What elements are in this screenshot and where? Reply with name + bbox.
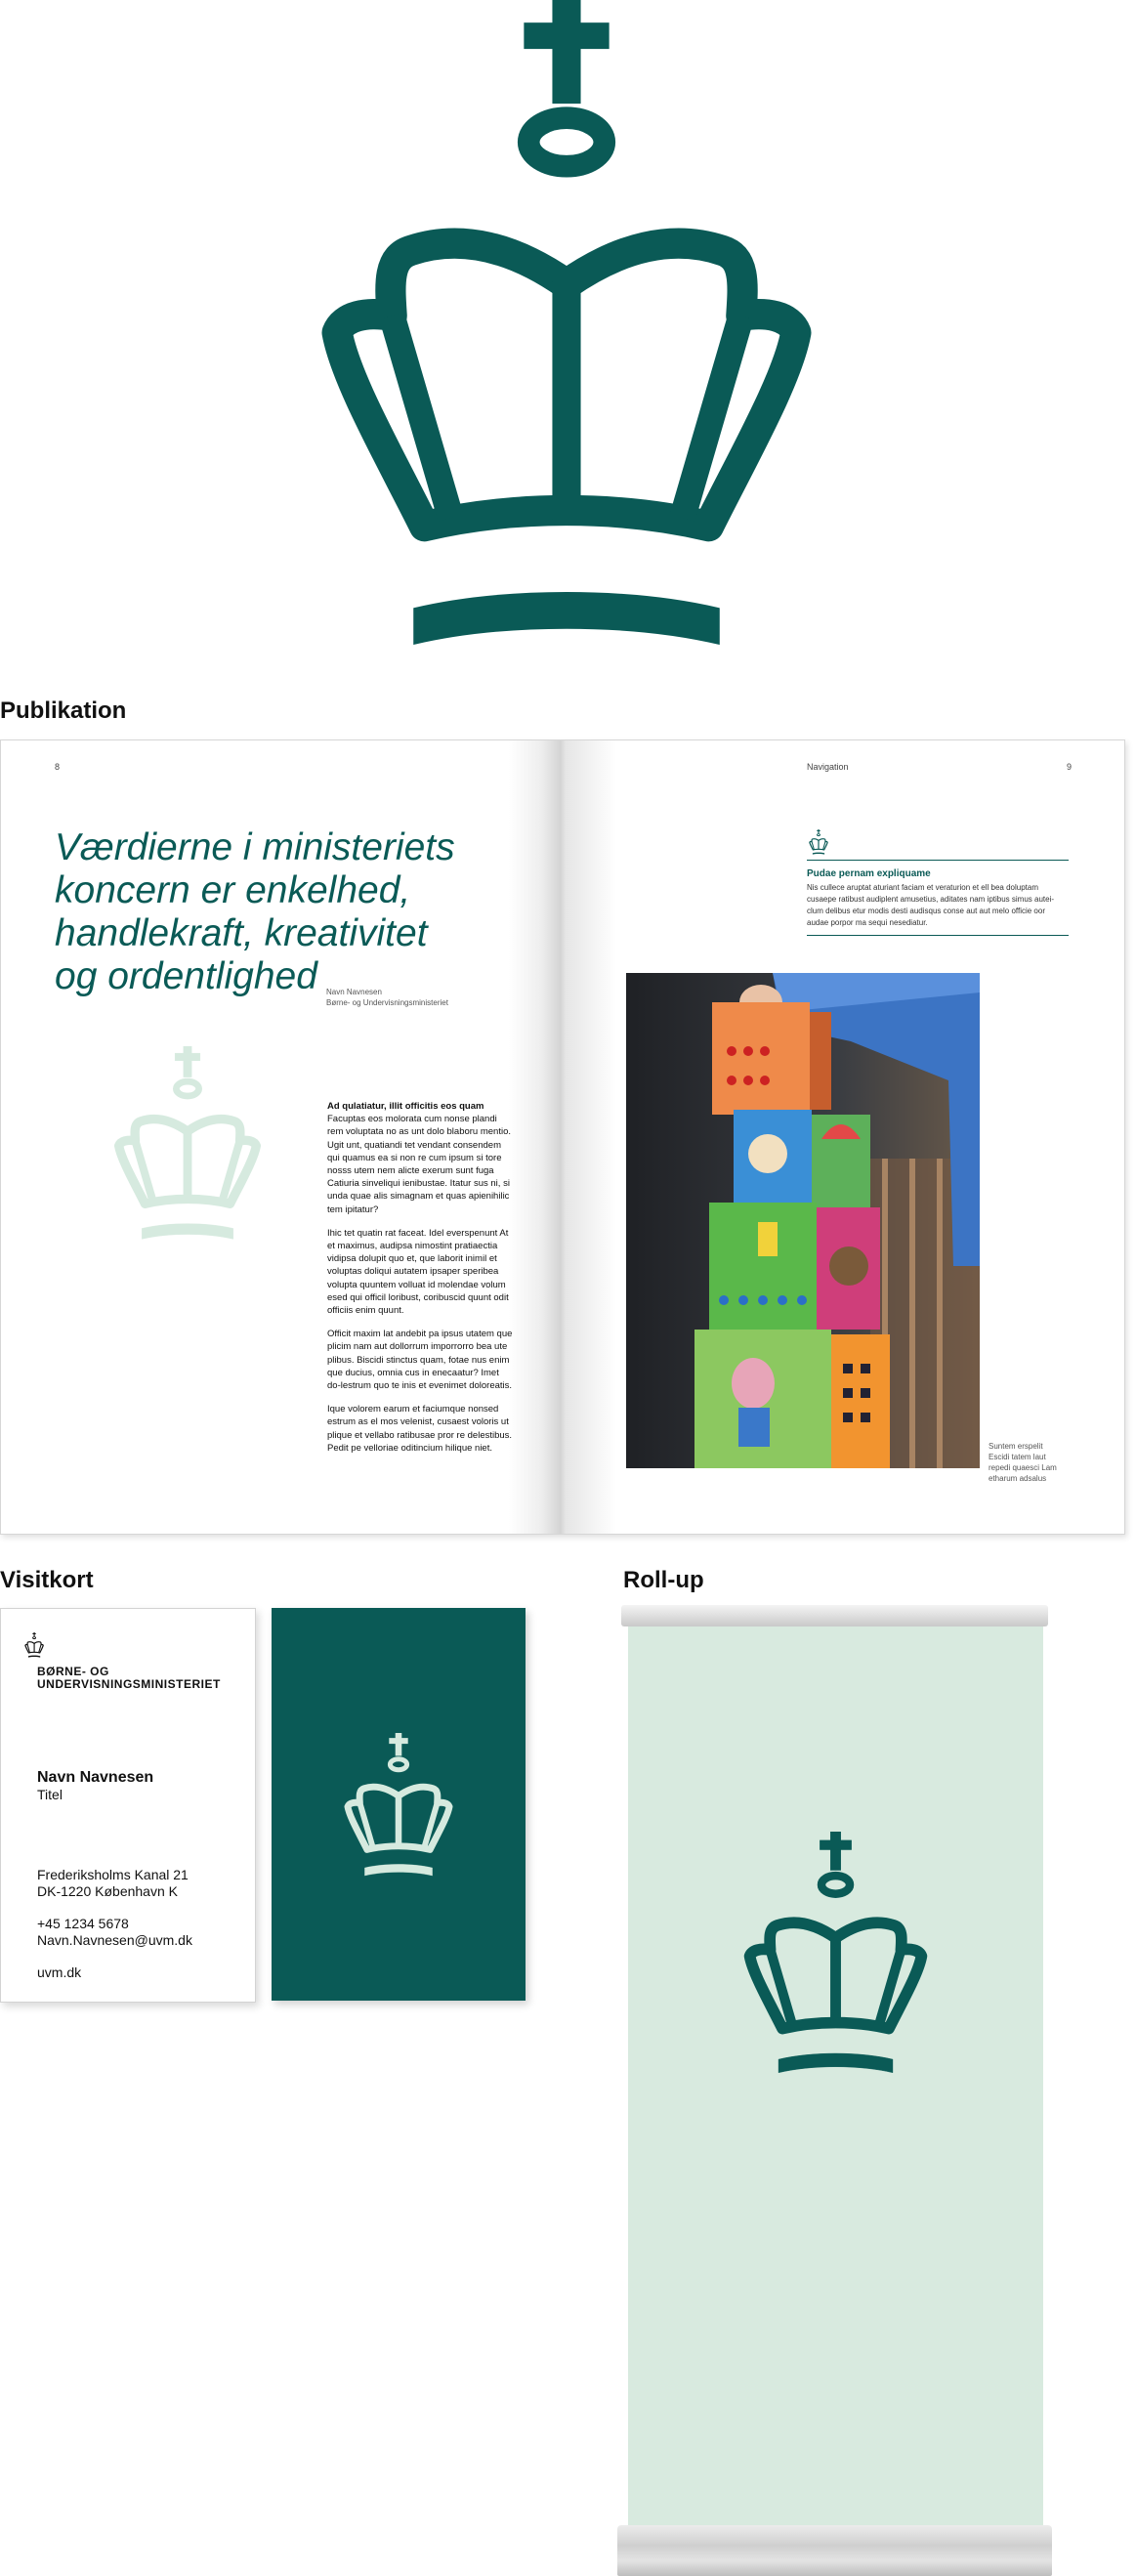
- heading-line: handlekraft, kreativitet: [55, 912, 428, 954]
- body-text: [327, 1100, 513, 1465]
- rollup-top-bar: [621, 1605, 1048, 1626]
- info-body: Nis cullece aruptat aturiant faciam et veraturion et ell bea doluptam cusaepe ratibust audiplent amusetius, aditates nam iptibus simus autei-clum delibus etur modis desti audisqus conse aut aut melo officie oor audae porpor ma sequi nesediatur.: [807, 883, 1055, 927]
- address-line: Frederiksholms Kanal 21: [37, 1867, 189, 1882]
- body-paragraph: Facuptas eos molorata cum nonse plandi rem voluptata no as unt dolo blaboru mentio. Ugit unt, quatiandi tet vendant consendem qui quamus ea si non re cum ipsum si tore nosss utem nem alicte exerum sunt fuga Catiuria sinveliqui ienibustae. Itatur sus ni, si unda quae alis simagnam et quas apienihilic tem ipitatur?: [327, 1114, 512, 1215]
- card-name: Navn Navnesen: [37, 1769, 154, 1786]
- address-line: DK-1220 København K: [37, 1883, 178, 1899]
- body-lead: Ad qulatiatur, illit officitis eos quam: [327, 1101, 484, 1112]
- photo-toy-blocks: [626, 973, 980, 1468]
- body-paragraph: Ique volorem earum et faciumque nonsed estrum as el mos velenist, cusaest voloris ut plique et vellabo ratibusae pror re delestibus. Pedit pe velloriae oditincium hilique niet.: [327, 1404, 513, 1454]
- info-title: Pudae pernam expliquame: [807, 868, 931, 879]
- card-crown-icon: [24, 1632, 56, 1658]
- card-address: [37, 1867, 189, 1900]
- business-card-front: [0, 1608, 256, 2003]
- page-number-right: 9: [1067, 762, 1073, 772]
- crown-logo: [191, 0, 942, 653]
- byline-org: Børne- og Undervisningsministeriet: [326, 998, 448, 1007]
- card-phone: +45 1234 5678: [37, 1916, 129, 1931]
- heading-line: koncern er enkelhed,: [55, 869, 411, 911]
- spread-gutter: [509, 740, 616, 1534]
- publication-spread: [0, 739, 1125, 1535]
- card-person: [37, 1769, 153, 1803]
- rollup-crown-icon: [711, 1832, 960, 2076]
- byline-name: Navn Navnesen: [326, 988, 382, 996]
- crown-icon: [191, 0, 942, 653]
- spread-heading: [55, 826, 475, 998]
- heading-line: Værdierne i ministeriets: [55, 826, 455, 868]
- info-box: [807, 860, 1069, 936]
- section-title-business-card: Visitkort: [0, 1567, 94, 1593]
- business-card-back: [272, 1608, 526, 2001]
- card-title: Titel: [37, 1787, 63, 1802]
- rollup-base: [617, 2525, 1052, 2576]
- small-crown-icon: [807, 829, 830, 855]
- card-back-crown-icon: [325, 1733, 472, 1878]
- card-contact: [37, 1916, 192, 1949]
- card-email: Navn.Navnesen@uvm.dk: [37, 1932, 192, 1948]
- body-paragraph: Ihic tet quatin rat faceat. Idel everspenunt At et maximus, audipsa nimostint pratiaectia vidipsa dolupit quo et, que laborit inimil et voluptas doliqui autatem ipsaper speribea volupta quuntem volluat id molendae volum esed qui officil loribust, coribuscid quunt odit officiis enim quunt.: [327, 1227, 509, 1317]
- page-number-left: 8: [55, 762, 61, 772]
- byline: [326, 987, 483, 1008]
- watermark-crown-icon: [94, 1046, 281, 1242]
- org-line: UNDERVISNINGSMINISTERIET: [37, 1677, 221, 1691]
- photo-caption: Suntem erspelit Escidi tatem laut repedi quaesci Lam etharum adsalus: [989, 1442, 1057, 1483]
- org-line: BØRNE- OG: [37, 1665, 109, 1678]
- card-web: uvm.dk: [37, 1964, 82, 1980]
- section-title-publication: Publikation: [0, 697, 127, 724]
- page-navigation-label: Navigation: [807, 762, 849, 772]
- body-paragraph: Officit maxim lat andebit pa ipsus utatem que plicim nam aut dollorrum imporrorro bea ute plibus. Biscidi stinctus quam, fotae nus enim que ducius, omnia cus in enecaatur? Imet do-lestrum quo te inis et evenimet doloreatis.: [327, 1329, 513, 1392]
- heading-line: og ordentlighed: [55, 955, 317, 997]
- rollup-banner: [628, 1626, 1043, 2540]
- card-org-name: [37, 1666, 221, 1691]
- section-title-rollup: Roll-up: [623, 1567, 704, 1593]
